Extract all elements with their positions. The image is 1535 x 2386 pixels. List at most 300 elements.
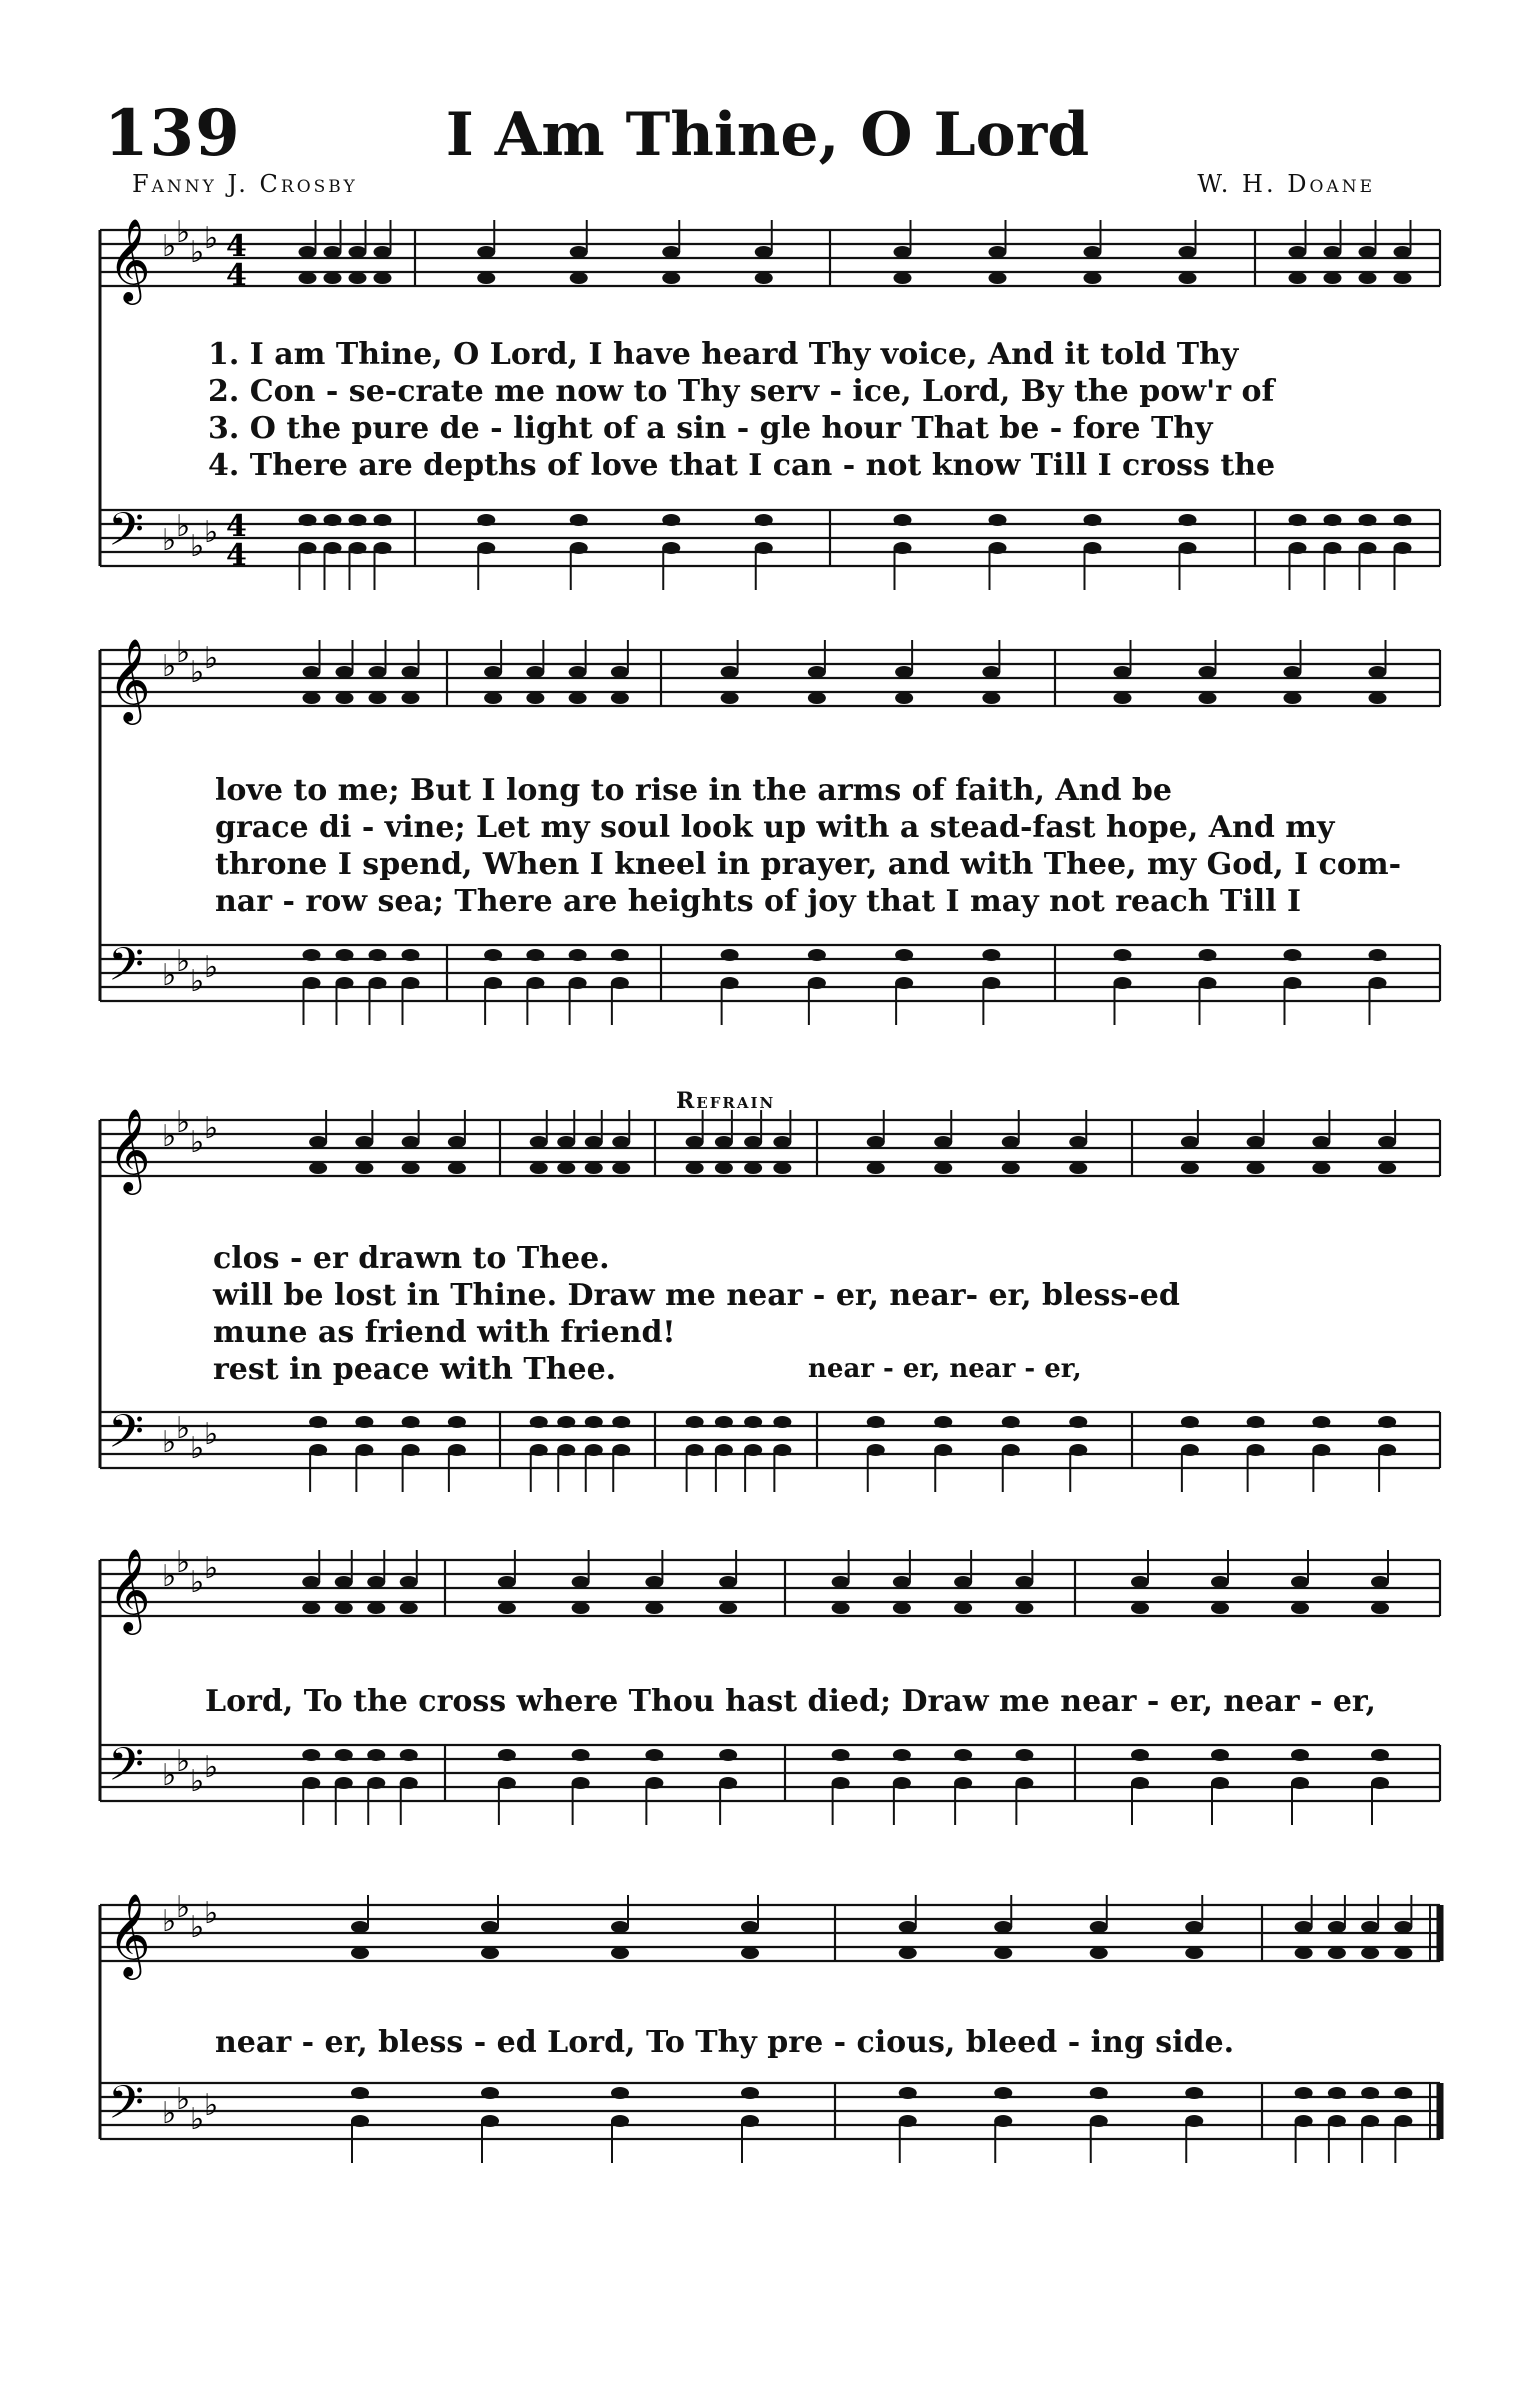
note-head <box>484 977 502 989</box>
note-head <box>309 1162 327 1174</box>
note-head <box>645 1576 663 1588</box>
note-head <box>1114 666 1132 678</box>
note-head <box>351 2115 369 2127</box>
note-head <box>721 692 739 704</box>
treble-clef-icon: 𝄞 <box>108 1892 151 1976</box>
note-head <box>1312 1444 1330 1456</box>
note-head <box>808 949 826 961</box>
lyric-line: grace di - vine; Let my soul look up with a stead-fast hope, And my <box>215 810 1335 845</box>
lyric-line: love to me; But I long to rise in the arms of faith, And be <box>215 773 1172 808</box>
note-head <box>1359 272 1377 284</box>
flat-icon: ♭ <box>204 515 219 550</box>
note-head <box>1002 1136 1020 1148</box>
note-head <box>1247 1444 1265 1456</box>
note-head <box>585 1416 603 1428</box>
note-head <box>303 949 321 961</box>
note-head <box>569 666 587 678</box>
note-head <box>299 272 317 284</box>
note-head <box>402 977 420 989</box>
note-head <box>530 1162 548 1174</box>
note-head <box>721 666 739 678</box>
flat-icon: ♭ <box>162 2096 177 2131</box>
flat-icon: ♭ <box>176 944 191 979</box>
flat-icon: ♭ <box>190 2102 205 2137</box>
note-head <box>954 1777 972 1789</box>
note-head <box>526 666 544 678</box>
note-head <box>1369 666 1387 678</box>
note-head <box>481 2087 499 2099</box>
note-head <box>715 1136 733 1148</box>
note-head <box>1284 949 1302 961</box>
flat-icon: ♭ <box>162 523 177 558</box>
note-head <box>530 1416 548 1428</box>
note-head <box>645 1602 663 1614</box>
note-head <box>1312 1136 1330 1148</box>
note-head <box>367 1749 385 1761</box>
note-head <box>484 666 502 678</box>
note-head <box>374 272 392 284</box>
note-head <box>1369 949 1387 961</box>
note-head <box>808 977 826 989</box>
note-head <box>526 977 544 989</box>
note-head <box>721 949 739 961</box>
note-head <box>773 1136 791 1148</box>
note-head <box>1199 977 1217 989</box>
note-head <box>1090 2087 1108 2099</box>
note-head <box>1378 1162 1396 1174</box>
note-head <box>481 1921 499 1933</box>
note-head <box>686 1444 704 1456</box>
note-head <box>1179 542 1197 554</box>
note-head <box>1131 1602 1149 1614</box>
note-head <box>336 977 354 989</box>
note-head <box>741 1947 759 1959</box>
note-head <box>557 1416 575 1428</box>
note-head <box>832 1602 850 1614</box>
note-head <box>1378 1136 1396 1148</box>
time-signature: 4 <box>226 229 247 264</box>
note-head <box>367 1602 385 1614</box>
note-head <box>741 1921 759 1933</box>
note-head <box>954 1749 972 1761</box>
note-head <box>374 514 392 526</box>
note-head <box>355 1162 373 1174</box>
note-head <box>612 1416 630 1428</box>
note-head <box>572 1777 590 1789</box>
note-head <box>1361 2115 1379 2127</box>
note-head <box>1069 1416 1087 1428</box>
note-head <box>351 2087 369 2099</box>
note-head <box>1328 2115 1346 2127</box>
note-head <box>899 1947 917 1959</box>
note-head <box>686 1162 704 1174</box>
note-head <box>1090 1921 1108 1933</box>
flat-icon: ♭ <box>162 649 177 684</box>
note-head <box>867 1162 885 1174</box>
note-head <box>349 542 367 554</box>
note-head <box>773 1162 791 1174</box>
flat-icon: ♭ <box>176 1744 191 1779</box>
note-head <box>773 1416 791 1428</box>
note-head <box>355 1136 373 1148</box>
flat-icon: ♭ <box>176 635 191 670</box>
note-head <box>1369 692 1387 704</box>
flat-icon: ♭ <box>190 1910 205 1945</box>
note-head <box>894 272 912 284</box>
flat-icon: ♭ <box>162 1904 177 1939</box>
note-head <box>351 1921 369 1933</box>
note-head <box>324 272 342 284</box>
note-head <box>1369 977 1387 989</box>
flat-icon: ♭ <box>162 229 177 264</box>
note-head <box>526 949 544 961</box>
note-head <box>1069 1162 1087 1174</box>
note-head <box>719 1602 737 1614</box>
note-head <box>715 1444 733 1456</box>
note-head <box>662 542 680 554</box>
note-head <box>349 514 367 526</box>
flat-icon: ♭ <box>190 1764 205 1799</box>
note-head <box>611 692 629 704</box>
note-head <box>1394 2087 1412 2099</box>
note-head <box>1361 1947 1379 1959</box>
note-head <box>1247 1162 1265 1174</box>
flat-icon: ♭ <box>162 1758 177 1793</box>
note-head <box>1185 2087 1203 2099</box>
note-head <box>484 949 502 961</box>
note-head <box>612 1136 630 1148</box>
note-head <box>899 2087 917 2099</box>
flat-icon: ♭ <box>162 958 177 993</box>
note-head <box>1015 1749 1033 1761</box>
note-head <box>1084 246 1102 258</box>
note-head <box>954 1602 972 1614</box>
note-head <box>1289 514 1307 526</box>
note-head <box>895 977 913 989</box>
note-head <box>755 246 773 258</box>
note-head <box>755 542 773 554</box>
note-head <box>1371 1749 1389 1761</box>
note-head <box>557 1162 575 1174</box>
note-head <box>448 1162 466 1174</box>
note-head <box>1291 1576 1309 1588</box>
note-head <box>572 1749 590 1761</box>
flat-icon: ♭ <box>176 1890 191 1925</box>
flat-icon: ♭ <box>190 1565 205 1600</box>
note-head <box>982 666 1000 678</box>
hymn-composer: W. H. Doane <box>1197 170 1375 198</box>
note-head <box>989 514 1007 526</box>
note-head <box>899 2115 917 2127</box>
note-head <box>1371 1777 1389 1789</box>
note-head <box>1328 1921 1346 1933</box>
note-head <box>1211 1777 1229 1789</box>
note-head <box>1394 1921 1412 1933</box>
note-head <box>611 949 629 961</box>
note-head <box>1084 542 1102 554</box>
note-head <box>894 542 912 554</box>
note-head <box>309 1444 327 1456</box>
treble-clef-icon: 𝄞 <box>108 1107 151 1191</box>
note-head <box>1378 1444 1396 1456</box>
note-head <box>302 1777 320 1789</box>
note-head <box>744 1444 762 1456</box>
note-head <box>895 692 913 704</box>
note-head <box>611 666 629 678</box>
note-head <box>1199 692 1217 704</box>
note-head <box>481 1947 499 1959</box>
bass-clef-icon: 𝄢 <box>108 938 145 1003</box>
note-head <box>1179 514 1197 526</box>
note-head <box>303 692 321 704</box>
note-head <box>1181 1162 1199 1174</box>
note-head <box>755 514 773 526</box>
note-head <box>309 1416 327 1428</box>
note-head <box>808 692 826 704</box>
flat-icon: ♭ <box>204 1111 219 1146</box>
note-head <box>355 1444 373 1456</box>
note-head <box>335 1777 353 1789</box>
bass-clef-icon: 𝄢 <box>108 503 145 568</box>
note-head <box>1179 246 1197 258</box>
note-head <box>1090 1947 1108 1959</box>
note-head <box>477 246 495 258</box>
note-head <box>1371 1602 1389 1614</box>
note-head <box>1289 246 1307 258</box>
note-head <box>893 1576 911 1588</box>
note-head <box>1211 1602 1229 1614</box>
note-head <box>1291 1777 1309 1789</box>
note-head <box>400 1576 418 1588</box>
note-head <box>755 272 773 284</box>
note-head <box>402 1444 420 1456</box>
note-head <box>336 666 354 678</box>
note-head <box>611 2115 629 2127</box>
note-head <box>1394 1947 1412 1959</box>
note-head <box>400 1777 418 1789</box>
note-head <box>1084 514 1102 526</box>
treble-clef-icon: 𝄞 <box>108 637 151 721</box>
note-head <box>1247 1416 1265 1428</box>
note-head <box>1289 542 1307 554</box>
note-head <box>369 949 387 961</box>
note-head <box>954 1576 972 1588</box>
flat-icon: ♭ <box>190 529 205 564</box>
note-head <box>715 1162 733 1174</box>
note-head <box>335 1602 353 1614</box>
flat-icon: ♭ <box>176 1411 191 1446</box>
note-head <box>1312 1416 1330 1428</box>
note-head <box>982 977 1000 989</box>
note-head <box>715 1416 733 1428</box>
note-head <box>1284 666 1302 678</box>
note-head <box>994 2087 1012 2099</box>
note-head <box>645 1777 663 1789</box>
note-head <box>1284 692 1302 704</box>
note-head <box>569 692 587 704</box>
flat-icon: ♭ <box>176 215 191 250</box>
treble-clef-icon: 𝄞 <box>108 217 151 301</box>
note-head <box>741 2115 759 2127</box>
note-head <box>402 666 420 678</box>
note-head <box>662 272 680 284</box>
note-head <box>741 2087 759 2099</box>
note-head <box>1181 1416 1199 1428</box>
note-head <box>612 1162 630 1174</box>
note-head <box>744 1416 762 1428</box>
note-head <box>1324 514 1342 526</box>
note-head <box>299 246 317 258</box>
note-head <box>336 692 354 704</box>
note-head <box>448 1136 466 1148</box>
note-head <box>1211 1749 1229 1761</box>
note-head <box>1289 272 1307 284</box>
note-head <box>569 977 587 989</box>
note-head <box>335 1749 353 1761</box>
note-head <box>1295 2087 1313 2099</box>
note-head <box>349 272 367 284</box>
note-head <box>611 977 629 989</box>
note-head <box>335 1576 353 1588</box>
flat-icon: ♭ <box>204 641 219 676</box>
note-head <box>1359 542 1377 554</box>
note-head <box>402 1416 420 1428</box>
lyric-line: 2. Con - se-crate me now to Thy serv - ice, Lord, By the pow'r of <box>208 374 1275 409</box>
note-head <box>1291 1749 1309 1761</box>
note-head <box>585 1136 603 1148</box>
note-head <box>893 1602 911 1614</box>
note-head <box>611 2087 629 2099</box>
note-head <box>402 692 420 704</box>
note-head <box>302 1576 320 1588</box>
note-head <box>994 1947 1012 1959</box>
note-head <box>1394 272 1412 284</box>
note-head <box>302 1602 320 1614</box>
note-head <box>570 272 588 284</box>
note-head <box>324 514 342 526</box>
note-head <box>1324 272 1342 284</box>
note-head <box>1015 1777 1033 1789</box>
note-head <box>1312 1162 1330 1174</box>
lyric-line: clos - er drawn to Thee. <box>213 1241 610 1276</box>
note-head <box>484 692 502 704</box>
hymn-author: Fanny J. Crosby <box>132 170 358 198</box>
note-head <box>1002 1416 1020 1428</box>
note-head <box>893 1749 911 1761</box>
note-head <box>1199 949 1217 961</box>
note-head <box>1394 542 1412 554</box>
note-head <box>611 1921 629 1933</box>
note-head <box>895 949 913 961</box>
note-head <box>1181 1136 1199 1148</box>
lyric-line: Lord, To the cross where Thou hast died; Draw me near - er, near - er, <box>205 1684 1376 1719</box>
note-head <box>1002 1162 1020 1174</box>
note-head <box>530 1444 548 1456</box>
note-head <box>498 1777 516 1789</box>
flat-icon: ♭ <box>162 1559 177 1594</box>
note-head <box>1295 2115 1313 2127</box>
note-head <box>1328 2087 1346 2099</box>
note-head <box>498 1749 516 1761</box>
flat-icon: ♭ <box>190 1125 205 1160</box>
note-head <box>1359 246 1377 258</box>
flat-icon: ♭ <box>204 1551 219 1586</box>
note-head <box>1185 2115 1203 2127</box>
flat-icon: ♭ <box>190 235 205 270</box>
note-head <box>744 1136 762 1148</box>
note-head <box>1324 542 1342 554</box>
note-head <box>719 1749 737 1761</box>
note-head <box>773 1444 791 1456</box>
note-head <box>369 977 387 989</box>
note-head <box>302 1749 320 1761</box>
note-head <box>1371 1576 1389 1588</box>
note-head <box>989 246 1007 258</box>
flat-icon: ♭ <box>204 950 219 985</box>
note-head <box>400 1749 418 1761</box>
treble-clef-icon: 𝄞 <box>108 1547 151 1631</box>
note-head <box>867 1444 885 1456</box>
time-signature: 4 <box>226 258 247 293</box>
note-head <box>686 1136 704 1148</box>
note-head <box>498 1576 516 1588</box>
note-head <box>1199 666 1217 678</box>
note-head <box>994 1921 1012 1933</box>
note-head <box>1361 1921 1379 1933</box>
note-head <box>989 272 1007 284</box>
lyric-line: rest in peace with Thee. <box>213 1352 617 1387</box>
note-head <box>894 246 912 258</box>
note-head <box>1291 1602 1309 1614</box>
note-head <box>982 949 1000 961</box>
note-head <box>477 542 495 554</box>
note-head <box>481 2115 499 2127</box>
note-head <box>477 272 495 284</box>
lyric-line: throne I spend, When I kneel in prayer, and with Thee, my God, I com- <box>215 847 1402 882</box>
lyric-line: will be lost in Thine. Draw me near - er, near- er, bless-ed <box>213 1278 1180 1313</box>
note-head <box>832 1777 850 1789</box>
note-head <box>1361 2087 1379 2099</box>
note-head <box>374 246 392 258</box>
note-head <box>448 1416 466 1428</box>
bass-clef-icon: 𝄢 <box>108 2076 145 2141</box>
note-head <box>894 514 912 526</box>
lyric-line: near - er, bless - ed Lord, To Thy pre - cious, bleed - ing side. <box>215 2025 1235 2060</box>
note-head <box>1324 246 1342 258</box>
note-head <box>662 514 680 526</box>
note-head <box>1114 692 1132 704</box>
note-head <box>1114 949 1132 961</box>
note-head <box>612 1444 630 1456</box>
note-head <box>299 514 317 526</box>
note-head <box>1185 1921 1203 1933</box>
note-head <box>832 1749 850 1761</box>
note-head <box>1069 1444 1087 1456</box>
note-head <box>402 949 420 961</box>
note-head <box>1359 514 1377 526</box>
note-head <box>570 514 588 526</box>
lyric-line: nar - row sea; There are heights of joy that I may not reach Till I <box>215 884 1302 919</box>
note-head <box>686 1416 704 1428</box>
note-head <box>570 246 588 258</box>
note-head <box>1015 1602 1033 1614</box>
note-head <box>744 1162 762 1174</box>
note-head <box>867 1416 885 1428</box>
note-head <box>585 1162 603 1174</box>
lyric-line: 3. O the pure de - light of a sin - gle hour That be - fore Thy <box>208 411 1213 446</box>
note-head <box>645 1749 663 1761</box>
note-head <box>1114 977 1132 989</box>
